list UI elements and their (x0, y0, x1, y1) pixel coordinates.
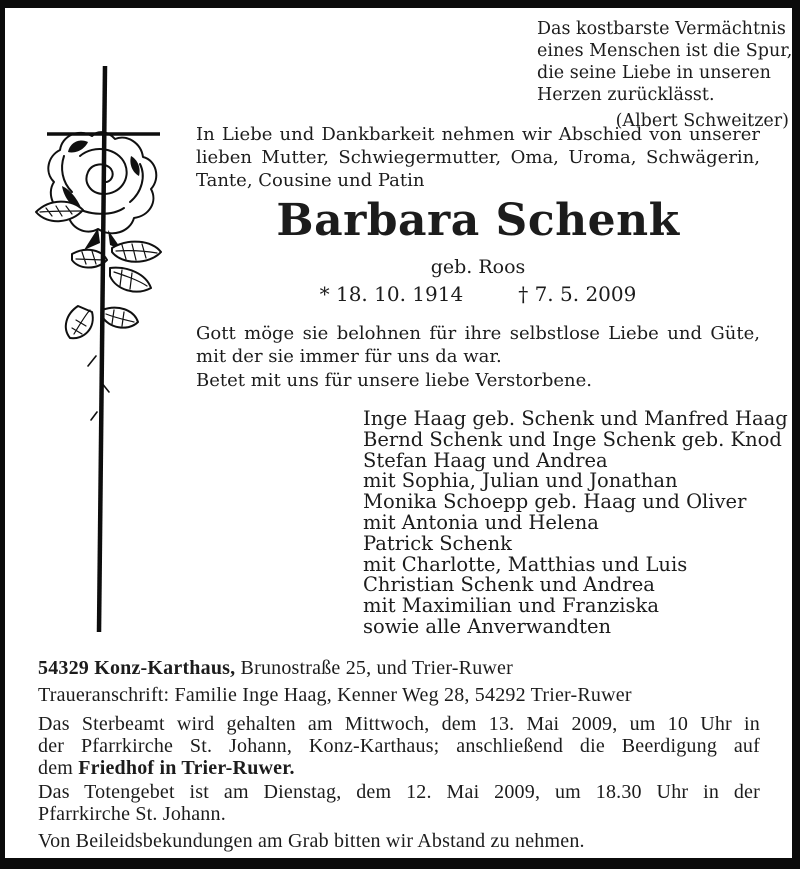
service-line-normal: dem (38, 757, 79, 779)
mourners-list (363, 407, 788, 638)
mourner-name: mit Antonia und Helena (363, 510, 599, 534)
mourner-name: Stefan Haag und Andrea (363, 448, 608, 472)
epigraph (537, 18, 793, 132)
mourner-name: Inge Haag geb. Schenk und Manfred Haag (363, 407, 788, 430)
condolence-note-line: Von Beileidsbekundungen am Grab bitten wir Abstand zu nehmen. (38, 830, 585, 852)
birth-date: * 18. 10. 1914 (319, 282, 464, 306)
service-line: Das Sterbeamt wird gehalten am Mittwoch, dem 13. Mai 2009, um 10 Uhr in (38, 713, 760, 735)
residence-city: 54329 Konz-Karthaus, (38, 657, 236, 679)
tribute-line: mit der sie immer für uns da war. (196, 346, 502, 367)
mourner-name: Patrick Schenk (363, 531, 512, 555)
maiden-name: geb. Roos (430, 256, 526, 278)
opening-line: Tante, Cousine und Patin (196, 170, 425, 191)
mourner-name: Monika Schoepp geb. Haag und Oliver (363, 490, 747, 514)
residence-street: Brunostraße 25, und Trier-Ruwer (235, 657, 513, 679)
rose-icon (36, 132, 161, 420)
mourner-name: mit Sophia, Julian und Jonathan (363, 469, 678, 493)
opening-line: In Liebe und Dankbarkeit nehmen wir Abschied von unserer (196, 124, 760, 145)
life-dates (196, 282, 760, 306)
residence-line (38, 658, 760, 679)
condolence-address-line: Traueranschrift: Familie Inge Haag, Kenner Weg 28, 54292 Trier-Ruwer (38, 684, 632, 706)
tribute-line: Gott möge sie belohnen für ihre selbstlose Liebe und Güte, (196, 323, 760, 344)
mourner-name: mit Charlotte, Matthias und Luis (363, 552, 688, 576)
opening-paragraph (196, 123, 760, 192)
service-line: der Pfarrkirche St. Johann, Konz-Karthaus; anschließend die Beerdigung auf (38, 735, 760, 757)
epigraph-line: Herzen zurücklässt. (537, 85, 715, 105)
mourner-name: Bernd Schenk und Inge Schenk geb. Knod (363, 427, 782, 451)
totengebet-line: Das Totengebet ist am Dienstag, dem 12. Mai 2009, um 18.30 Uhr in der (38, 781, 760, 803)
mourner-name: mit Maximilian und Franziska (363, 594, 659, 618)
mourner-name: Christian Schenk und Andrea (363, 573, 655, 597)
epigraph-line: Das kostbarste Vermächtnis (537, 19, 786, 39)
cemetery-name: Friedhof in Trier-Ruwer. (78, 757, 295, 779)
deceased-name: Barbara Schenk (276, 195, 680, 246)
service-line (38, 757, 760, 779)
totengebet-paragraph (38, 781, 760, 825)
funeral-service-paragraph (38, 713, 760, 779)
opening-line: lieben Mutter, Schwiegermutter, Oma, Uroma, Schwägerin, (196, 147, 760, 168)
mourner-name: sowie alle Anverwandten (363, 614, 612, 638)
totengebet-line: Pfarrkirche St. Johann. (38, 803, 226, 825)
epigraph-line: eines Menschen ist die Spur, (537, 41, 793, 61)
epigraph-line: die seine Liebe in unseren (537, 63, 771, 83)
prayer-line: Betet mit uns für unsere liebe Verstorbene. (196, 370, 592, 391)
epigraph-attribution: (Albert Schweitzer) (615, 111, 789, 131)
cross-with-rose-illustration (28, 60, 193, 640)
death-date: † 7. 5. 2009 (518, 282, 637, 306)
funeral-information (38, 658, 760, 852)
tribute-paragraph (196, 322, 760, 368)
